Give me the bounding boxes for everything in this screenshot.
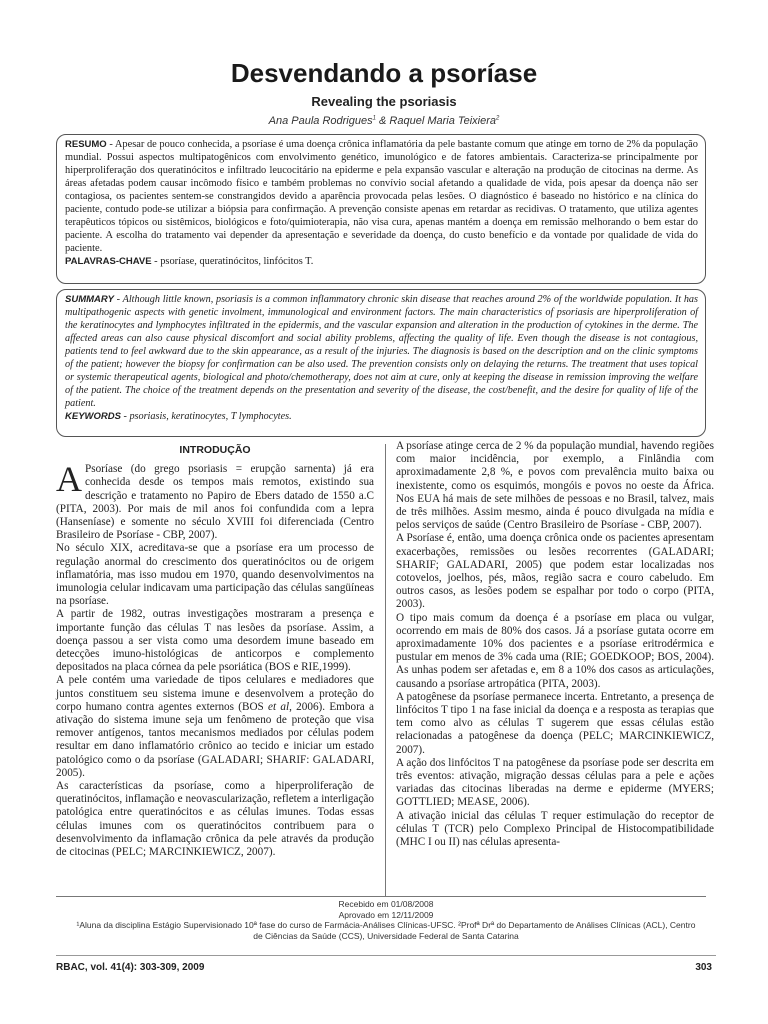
right-paragraph-3: O tipo mais comum da doença é a psoríase em placa ou vulgar, ocorrendo em mais de 80% dos casos. Já a psoríase gutata ocorre em aproximadamente 10% dos pacientes e a psoríase eritrodérmica e pustular em menos de 3% cada uma (RIE; GOEDKOOP; BOS, 2004). As unhas podem ser afetadas e, em 8 a 10% dos casos as articulações, causando a psoríase artropática (PITA, 2003). xyxy=(396,611,714,690)
left-paragraph-2: No século XIX, acreditava-se que a psoríase era um processo de regulação anormal do crescimento dos queratinócitos ou de origem inflamatória, mas isso mudou em 1970, quando desenvolvimentos na imunologia celular indicavam uma participação das células sangüíneas na psoríase. xyxy=(56,542,374,608)
intro-heading: INTRODUÇÃO xyxy=(179,444,251,456)
author-separator: & xyxy=(375,115,390,127)
left-p4-italic: et al xyxy=(268,700,290,713)
footer-notes xyxy=(56,899,716,941)
keywords-text: - psoriasis, keratinocytes, T lymphocytes. xyxy=(120,411,292,422)
left-p1-text: Psoríase (do grego psoriasis = erupção sarnenta) já era conhecida desde os tempos mais remotos, existindo sua descrição e tratamento no Papiro de Ebers datado de 1550 a.C (PITA, 2003). Por mais de mil anos foi confundida com a lepra (Hanseníase) e somente no século XVIII foi diferenciada (Centro Brasileiro de Psoríase - CBP, 2007). xyxy=(56,463,374,542)
keywords-label: KEYWORDS xyxy=(65,411,121,422)
column-divider xyxy=(385,444,386,896)
left-paragraph-4 xyxy=(56,674,374,780)
author-1-sup: 1 xyxy=(372,115,376,122)
right-paragraph-6: A ativação inicial das células T requer estimulação do receptor de células T (TCR) pelo Complexo Principal de Histocompatibilidade (MHC I ou II) nas células apresenta- xyxy=(396,809,714,849)
palavras-chave-text: - psoríase, queratinócitos, linfócitos T. xyxy=(151,256,314,267)
left-paragraph-1 xyxy=(56,459,374,542)
resumo-box xyxy=(56,134,706,284)
right-paragraph-5: A ação dos linfócitos T na patogênese da psoríase pode ser descrita em três eventos: ativação, migração dessas células para a pele e ações variadas das citocinas liberadas na derme e epiderme (MYERS; GOTTLIED; MEASE, 2006). xyxy=(396,756,714,809)
right-paragraph-2: A Psoríase é, então, uma doença crônica onde os pacientes apresentam exacerbações, remissões ou lesões recorrentes (GALADARI; SHARIF; GALADARI, 2005) que podem estar localizadas nos cotovelos, joelhos, pés, mãos, região sacra e couro cabeludo. Em outros casos, as lesões podem se espalhar por todo o corpo (PITA, 2003). xyxy=(396,532,714,611)
summary-text: - Although little known, psoriasis is a common inflammatory chronic skin disease that reaches around 2% of the worldwide population. It has multipathogenic aspects with genetic involment, immunological and environment factors. The main characteristics of psoriasis are hiperproliferation of the keratinocytes and lymphocytes infiltrated in the epidermis, and the vascular expansion and alteration in the production of cytokines in the derme. The affected areas can also cause physical discomfort and social ability problems, affecting the quality of life. Even though the disease is not contagious, patients tend to feel awkward due to the skin appearance, as a result of the injuries. The diagnosis is based on the description and on the clinic symptoms of the patient; however the biopsy for confirmation can be also used. The prevention consists only on delaying the returns. The treatment that uses topical or systemic therapeutical agents, biological and photo/chemotherapy, does not aim at cure, only at keeping the disease in remission improving the welfare of the patient. The choice of the treatment depends on the presentation and severity of the disease, the cost/benefit, and the desire for quality of life of the patient. xyxy=(65,294,698,409)
resumo-label: RESUMO xyxy=(65,139,107,150)
left-column xyxy=(56,440,374,859)
approved-date: Aprovado em 12/11/2009 xyxy=(338,909,434,920)
footer-rule xyxy=(56,896,706,897)
article-subtitle: Revealing the psoriasis xyxy=(311,94,457,109)
right-paragraph-1: A psoríase atinge cerca de 2 % da população mundial, havendo regiões com maior incidência, por exemplo, a Finlândia com aproximadamente 2,8 %, e povos com prevalência muito baixa ou inexistente, como os esquimós, mongóis e povos no oeste da África. Nos EUA há mais de sete milhões de pessoas e no Brasil, talvez, mais de três milhões. Assim mesmo, ainda é pouco divulgada na mídia e pelos serviços de saúde (Centro Brasileiro de Psoríase - CBP, 2007). xyxy=(396,440,714,532)
page-number: 303 xyxy=(695,962,712,973)
article-title: Desvendando a psoríase xyxy=(230,58,538,88)
palavras-chave-label: PALAVRAS-CHAVE xyxy=(65,256,152,267)
author-1: Ana Paula Rodrigues xyxy=(268,115,373,127)
journal-citation: RBAC, vol. 41(4): 303-309, 2009 xyxy=(56,962,205,973)
left-paragraph-3: A partir de 1982, outras investigações mostraram a presença e importante função das células T nas lesões da psoríase. Assim, a doença passou a ser vista como uma desordem imune baseado em detecções imuno-histológicas de anticorpos e complemento depositados na placa córnea da pele psoriática (BOS e RIE,1999). xyxy=(56,608,374,674)
left-p4-a: A pele contém uma variedade de tipos celulares e mediadores que juntos constituem seu sistema imune e desenvolvem a proteção do corpo humano contra agentes externos (BOS xyxy=(56,674,374,713)
left-paragraph-5: As características da psoríase, como a hiperproliferação de queratinócitos, inflamação e neovascularização, refletem a interligação patológica entre queratinócitos e as células imunes. Todas essas células imunes com os queratinócitos contribuem para o desenvolvimento da inflamação crônica da pele através da produção de citocinas (PELC; MARCINKIEWICZ, 2007). xyxy=(56,780,374,859)
author-2: Raquel Maria Teixiera xyxy=(389,115,496,127)
right-column xyxy=(396,440,714,849)
received-date: Recebido em 01/08/2008 xyxy=(338,899,434,909)
right-paragraph-4: A patogênese da psoríase permanece incerta. Entretanto, a presença de linfócitos T tipo 1 na fase inicial da doença e a resposta as terapias que tem como alvo as células T sugerem que essas células estão relacionadas a patogênese da doença (PELC; MARCINKIEWICZ, 2007). xyxy=(396,690,714,756)
bottom-rule xyxy=(56,955,716,956)
dropcap: A xyxy=(56,459,82,500)
resumo-text: - Apesar de pouco conhecida, a psoríase é uma doença crônica inflamatória da pele bastante comum que atinge em torno de 2% da população mundial. Possui aspectos multipatogênicos com envolvimento genético, imunológico e de fatores ambientais. Caracteriza-se principalmente por hiperproliferação dos queratinócitos e infiltrado leucocitário na epiderme e pela expansão vascular e alteração na produção de citocinas na derme. As áreas afetadas podem causar incômodo físico e também problemas no convívio social afetando a qualidade de vida, pois apesar da doença não ser contagiosa, os pacientes sentem-se constrangidos devido a aparência provocada pelas lesões. O diagnóstico é baseado no histórico e na clínica do paciente, contudo pode-se utilizar a biópsia para confirmação. A prevenção consiste apenas em retardar as recidivas. O tratamento, que utiliza agentes terapêuticos tópicos ou sistêmicos, biológicos e foto/quimioterapia, não visa cura, apenas mantém a doença em remissão melhorando o bem estar do paciente. A escolha do tratamento vai depender da apresentação e severidade da doença, do custo benefício e da vontade por qualidade de vida do paciente. xyxy=(65,139,698,254)
affiliation-line-2: de Ciências da Saúde (CCS), Universidade Federal de Santa Catarina xyxy=(253,930,519,941)
summary-box xyxy=(56,289,706,437)
author-2-sup: 2 xyxy=(496,115,500,122)
summary-label: SUMMARY xyxy=(65,294,114,305)
affiliation-line-1: ¹Aluna da disciplina Estágio Supervisionado 10ª fase do curso de Farmácia-Análises Clínicas-UFSC. ²Profª Drª do Departamento de Análises Clínicas (ACL), Centro xyxy=(76,920,696,930)
left-p4-b: , 2006). Embora a ativação do sistema imune seja um fenômeno de proteção que visa remover antígenos, tantos mecanismos mediados por células podem resultar em dano inflamatório crônico ao tecido e iniciar um estado patológico como o da psoríase (GALADARI; SHARIF: GALADARI, 2005). xyxy=(56,700,375,779)
authors-line xyxy=(0,115,768,127)
